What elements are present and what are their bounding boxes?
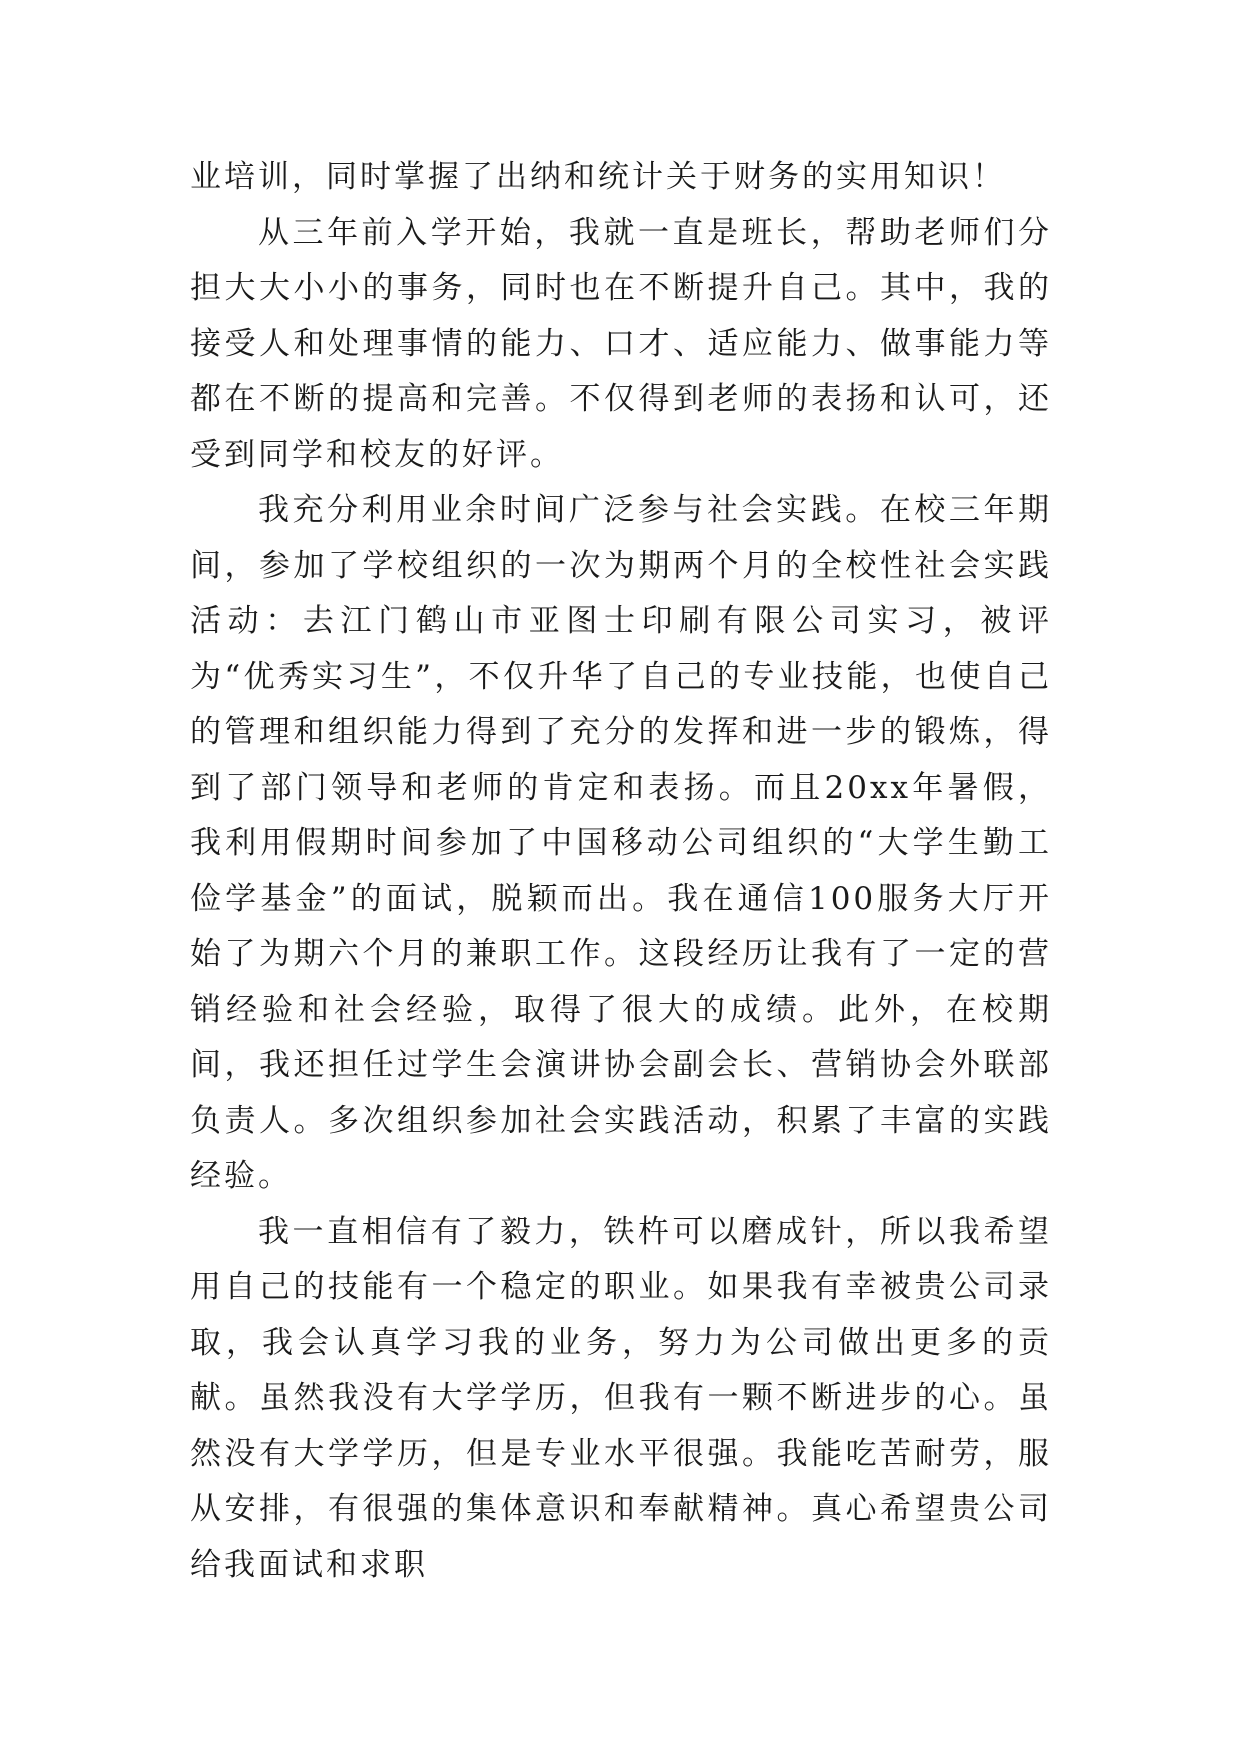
paragraph-3: 我充分利用业余时间广泛参与社会实践。在校三年期间，参加了学校组织的一次为期两个月的全校性社会实践活动：去江门鹤山市亚图士印刷有限公司实习，被评为“优秀实习生”，不仅升华了自己的专业技能，也使自己的管理和组织能力得到了充分的发挥和进一步的锻炼，得到了部门领导和老师的肯定和表扬。而且20xx年暑假，我利用假期时间参加了中国移动公司组织的“大学生勤工俭学基金”的面试，脱颖而出。我在通信100服务大厅开始了为期六个月的兼职工作。这段经历让我有了一定的营销经验和社会经验，取得了很大的成绩。此外，在校期间，我还担任过学生会演讲协会副会长、营销协会外联部负责人。多次组织参加社会实践活动，积累了丰富的实践经验。	[190, 492, 1052, 1194]
paragraph-1: 业培训，同时掌握了出纳和统计关于财务的实用知识！	[190, 159, 1006, 195]
document-body	[190, 150, 1052, 1593]
paragraph-2: 从三年前入学开始，我就一直是班长，帮助老师们分担大大小小的事务，同时也在不断提升自己。其中，我的接受人和处理事情的能力、口才、适应能力、做事能力等都在不断的提高和完善。不仅得到老师的表扬和认可，还受到同学和校友的好评。	[190, 214, 1052, 473]
paragraph-4: 我一直相信有了毅力，铁杵可以磨成针，所以我希望用自己的技能有一个稳定的职业。如果我有幸被贵公司录取，我会认真学习我的业务，努力为公司做出更多的贡献。虽然我没有大学学历，但我有一颗不断进步的心。虽然没有大学学历，但是专业水平很强。我能吃苦耐劳，服从安排，有很强的集体意识和奉献精神。真心希望贵公司给我面试和求职	[190, 1213, 1052, 1583]
